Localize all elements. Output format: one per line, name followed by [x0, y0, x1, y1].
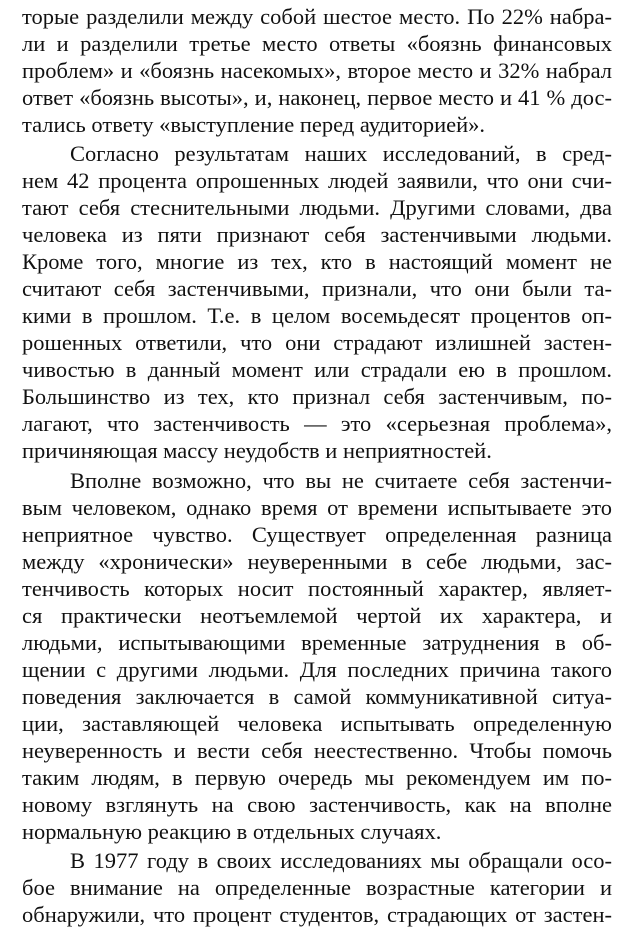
text-line: тались ответу «выступление перед аудиторией».: [22, 112, 486, 137]
text-line: Согласно результатам наших исследований, в сред-: [70, 141, 612, 166]
text-line: чивостью в данный момент или страдали ею в прошлом.: [22, 357, 612, 382]
text-line: ции, заставляющей человека испытывать определенную: [22, 711, 612, 736]
text-line: таким людям, в первую очередь мы рекомендуем им по-: [22, 765, 612, 790]
text-line: нем 42 процента опрошенных людей заявили, что они счи-: [22, 168, 612, 193]
text-line: ся практически неотъемлемой чертой их характера, и: [22, 603, 612, 628]
text-line: тенчивость которых носит постоянный характер, являет-: [22, 576, 612, 601]
text-line: нормальную реакцию в отдельных случаях.: [22, 819, 442, 844]
text-line: В 1977 году в своих исследованиях мы обращали осо-: [70, 848, 612, 873]
text-line: неуверенность и вести себя неестественно. Чтобы помочь: [22, 738, 612, 763]
text-line: проблем» и «боязнь насекомых», второе место и 32% набрал: [22, 58, 612, 83]
text-line: щении с другими людьми. Для последних причина такого: [22, 657, 612, 682]
text-line: лагают, что застенчивость — это «серьезная проблема»,: [22, 411, 612, 436]
text-line: считают себя застенчивыми, признали, что они были та-: [22, 276, 612, 301]
text-line: кими в прошлом. Т.е. в целом восемьдесят процентов оп-: [22, 303, 612, 328]
text-line: между «хронически» неуверенными в себе людьми, зас-: [22, 549, 612, 574]
text-line: причиняющая массу неудобств и неприятностей.: [22, 438, 492, 463]
text-line: Кроме того, многие из тех, кто в настоящий момент не: [22, 249, 612, 274]
text-line: людьми, испытывающими временные затруднения в об-: [22, 630, 612, 655]
text-line: вым человеком, однако время от времени испытываете это: [22, 495, 612, 520]
text-line: ответ «боязнь высоты», и, наконец, первое место и 41 % дос-: [22, 85, 612, 110]
text-line: Большинство из тех, кто признал себя застенчивым, по-: [22, 384, 612, 409]
text-line: тают себя стеснительными людьми. Другими словами, два: [22, 195, 612, 220]
text-line: рошенных ответили, что они страдают излишней застен-: [22, 330, 612, 355]
text-line: обнаружили, что процент студентов, страдающих от застен-: [22, 902, 612, 927]
text-line: торые разделили между собой шестое место. По 22% набра-: [22, 4, 612, 29]
text-line: бое внимание на определенные возрастные категории и: [22, 875, 612, 900]
text-line: Вполне возможно, что вы не считаете себя застенчи-: [70, 468, 612, 493]
text-line: ли и разделили третье место ответы «боязнь финансовых: [22, 31, 612, 56]
text-line: неприятное чувство. Существует определенная разница: [22, 522, 612, 547]
text-line: поведения заключается в самой коммуникативной ситуа-: [22, 684, 612, 709]
text-line: новому взглянуть на свою застенчивость, как на вполне: [22, 792, 612, 817]
text-line: человека из пяти признают себя застенчивыми людьми.: [22, 222, 612, 247]
